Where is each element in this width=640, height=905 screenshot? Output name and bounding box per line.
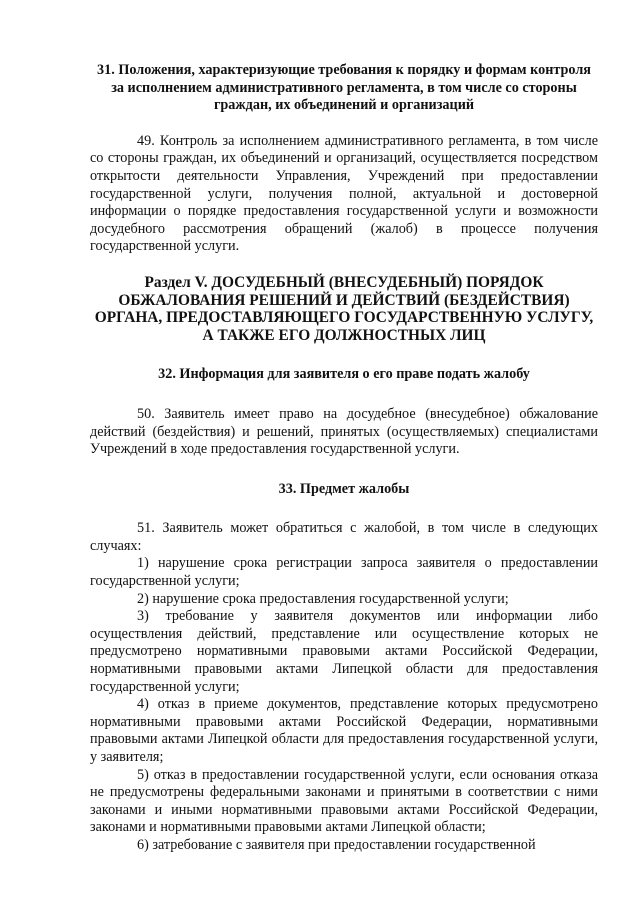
list-item-6: 6) затребование с заявителя при предоставлении государственной (137, 836, 536, 853)
heading-32: 32. Информация для заявителя о его праве подать жалобу (158, 366, 530, 383)
heading-33: 33. Предмет жалобы (278, 480, 410, 497)
list-item-3: 3) требование у заявителя документов или информации либо осуществления действий, представление или осуществление которых не предусмотрено нормативными правовыми актами Российской Федерации, нормативными правовыми актами Липецкой области для предоставления государственной услуги; (90, 608, 598, 695)
list-item-5: 5) отказ в предоставлении государственной услуги, если основания отказа не предусмотрены федеральными законами и принятыми в соответствии с ними законами и иными нормативными правовыми актами Российской Федерации, законами и нормативными правовыми актами Липецкой области; (90, 766, 598, 836)
paragraph-49: 49. Контроль за исполнением административного регламента, в том числе со стороны граждан, их объединений и организаций, осуществляется посредством открытости деятельности Управления, Учреждений при предоставлении государственной услуги, получения полной, актуальной и достоверной информации о порядке предоставления государственной услуги и возможности досудебного рассмотрения обращений (жалоб) в процессе получения государственной услуги. (90, 132, 598, 255)
paragraph-50: 50. Заявитель имеет право на досудебное (внесудебное) обжалование действий (бездействия) и решений, принятых (осуществляемых) специалистами Учреждений в ходе предоставления государственной услуги. (90, 405, 598, 458)
paragraph-51: 51. Заявитель может обратиться с жалобой, в том числе в следующих случаях: (90, 520, 598, 554)
list-item-4: 4) отказ в приеме документов, представление которых предусмотрено нормативными правовыми актами Российской Федерации, нормативными правовыми актами Липецкой области для предоставления государственной услуги, у заявителя; (90, 696, 598, 765)
list-item-1: 1) нарушение срока регистрации запроса заявителя о предоставлении государственной услуги; (90, 555, 598, 590)
list-item-2: 2) нарушение срока предоставления государственной услуги; (137, 590, 509, 607)
document-page (90, 62, 598, 855)
heading-31: 31. Положения, характеризующие требования к порядку и формам контроля за исполнением административного регламента, в том числе со стороны граждан, их объединений и организаций (97, 62, 591, 114)
section-v-title: Раздел V. ДОСУДЕБНЫЙ (ВНЕСУДЕБНЫЙ) ПОРЯДОК ОБЖАЛОВАНИЯ РЕШЕНИЙ И ДЕЙСТВИЙ (БЕЗДЕЙСТВИЯ) ОРГАНА, ПРЕДОСТАВЛЯЮЩЕГО ГОСУДАРСТВЕННУЮ УСЛУГУ, А ТАКЖЕ ЕГО ДОЛЖНОСТНЫХ ЛИЦ (94, 273, 594, 344)
